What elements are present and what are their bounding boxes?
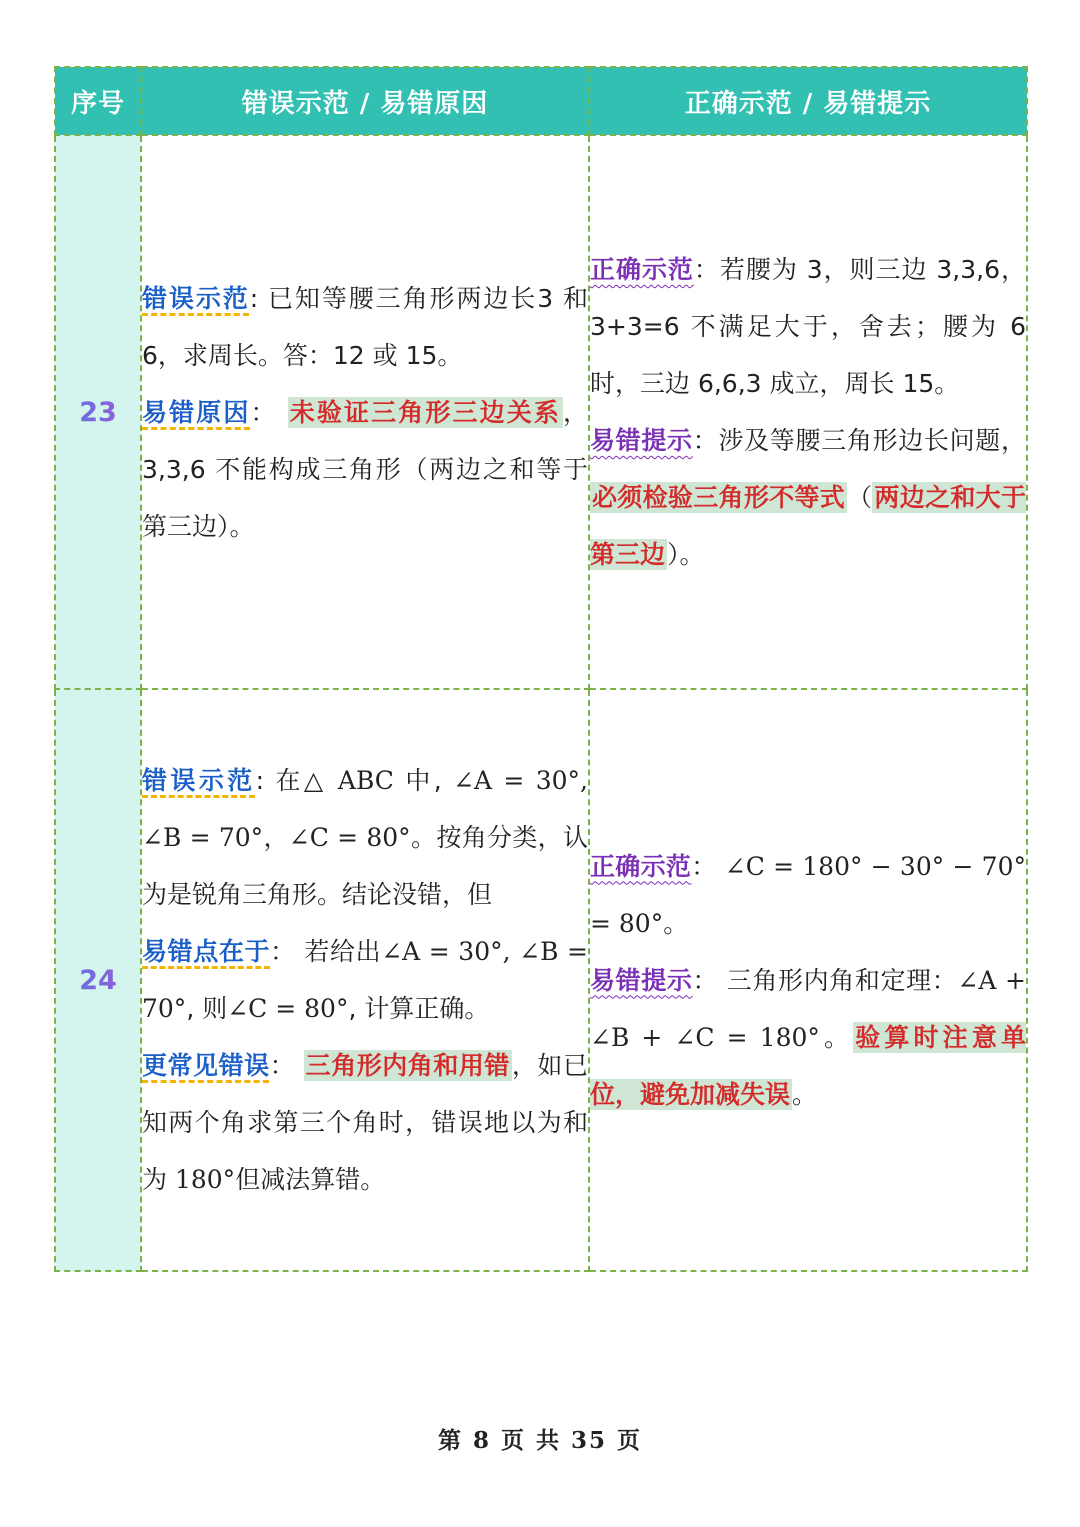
highlight-text: 验算时注意单位，避免加减失误 — [590, 1022, 1026, 1109]
highlight-text: 必须检验三角形不等式 — [592, 483, 846, 512]
wrong-cell — [141, 689, 589, 1271]
table-header-row — [55, 67, 1027, 135]
header-wrong: 错误示范 / 易错原因 — [141, 67, 589, 135]
right-cell — [589, 689, 1027, 1271]
wrong-text: 错误示范: 已知等腰三角形两边长3 和 6，求周长。答：12 或 15。 易错原因： 未验证三角形三边关系，3,3,6 不能构成三角形（两边之和等于第三边）。 — [142, 283, 588, 541]
wrong-cell — [141, 135, 589, 689]
page-footer: 第 8 页 共 35 页 — [437, 1427, 643, 1454]
row-number: 23 — [55, 135, 141, 689]
header-right: 正确示范 / 易错提示 — [589, 67, 1027, 135]
highlight-text: 三角形内角和用错 — [305, 1051, 510, 1080]
table-row — [55, 689, 1027, 1271]
correct-example-label: 正确示范 — [590, 851, 692, 881]
right-cell — [589, 135, 1027, 689]
highlight-text: 未验证三角形三边关系 — [289, 397, 561, 427]
wrong-example-label: 错误示范 — [142, 283, 250, 313]
error-table — [54, 66, 1028, 1272]
right-text: 正确示范： ∠C = 180° − 30° − 70° = 80°。 易错提示： 三角形内角和定理：∠A + ∠B + ∠C = 180°。验算时注意单位，避免加减失误。 — [590, 851, 1026, 1109]
row-number: 24 — [55, 689, 141, 1271]
error-reason-label: 易错原因 — [142, 397, 251, 427]
common-error-label: 更常见错误 — [142, 1051, 270, 1080]
wrong-example-label: 错误示范 — [142, 766, 256, 795]
header-num: 序号 — [55, 67, 141, 135]
error-point-label: 易错点在于 — [142, 937, 271, 966]
correct-example-label: 正确示范 — [590, 255, 694, 284]
right-text: 正确示范：若腰为 3，则三边 3,3,6，3+3=6 不满足大于，舍去；腰为 6 时，三边 6,6,3 成立，周长 15。 易错提示：涉及等腰三角形边长问题，必须检验三角形不等式（两边之和大于第三边）。 — [590, 255, 1026, 569]
error-tip-label: 易错提示 — [590, 426, 693, 455]
table-row — [55, 135, 1027, 689]
wrong-text: 错误示范: 在△ ABC 中, ∠A = 30°, ∠B = 70°，∠C = 80°。按角分类，认为是锐角三角形。结论没错，但 易错点在于： 若给出∠A = 30°, ∠B = 70°, 则∠C = 80°, 计算正确。 更常见错误： 三角形内角和用错，如已知两个角求第三个角时，错误地以为和为 180°但减法算错。 — [142, 766, 588, 1194]
highlight-text: 两边之和大于第三边 — [590, 483, 1026, 569]
error-tip-label: 易错提示 — [590, 965, 693, 995]
